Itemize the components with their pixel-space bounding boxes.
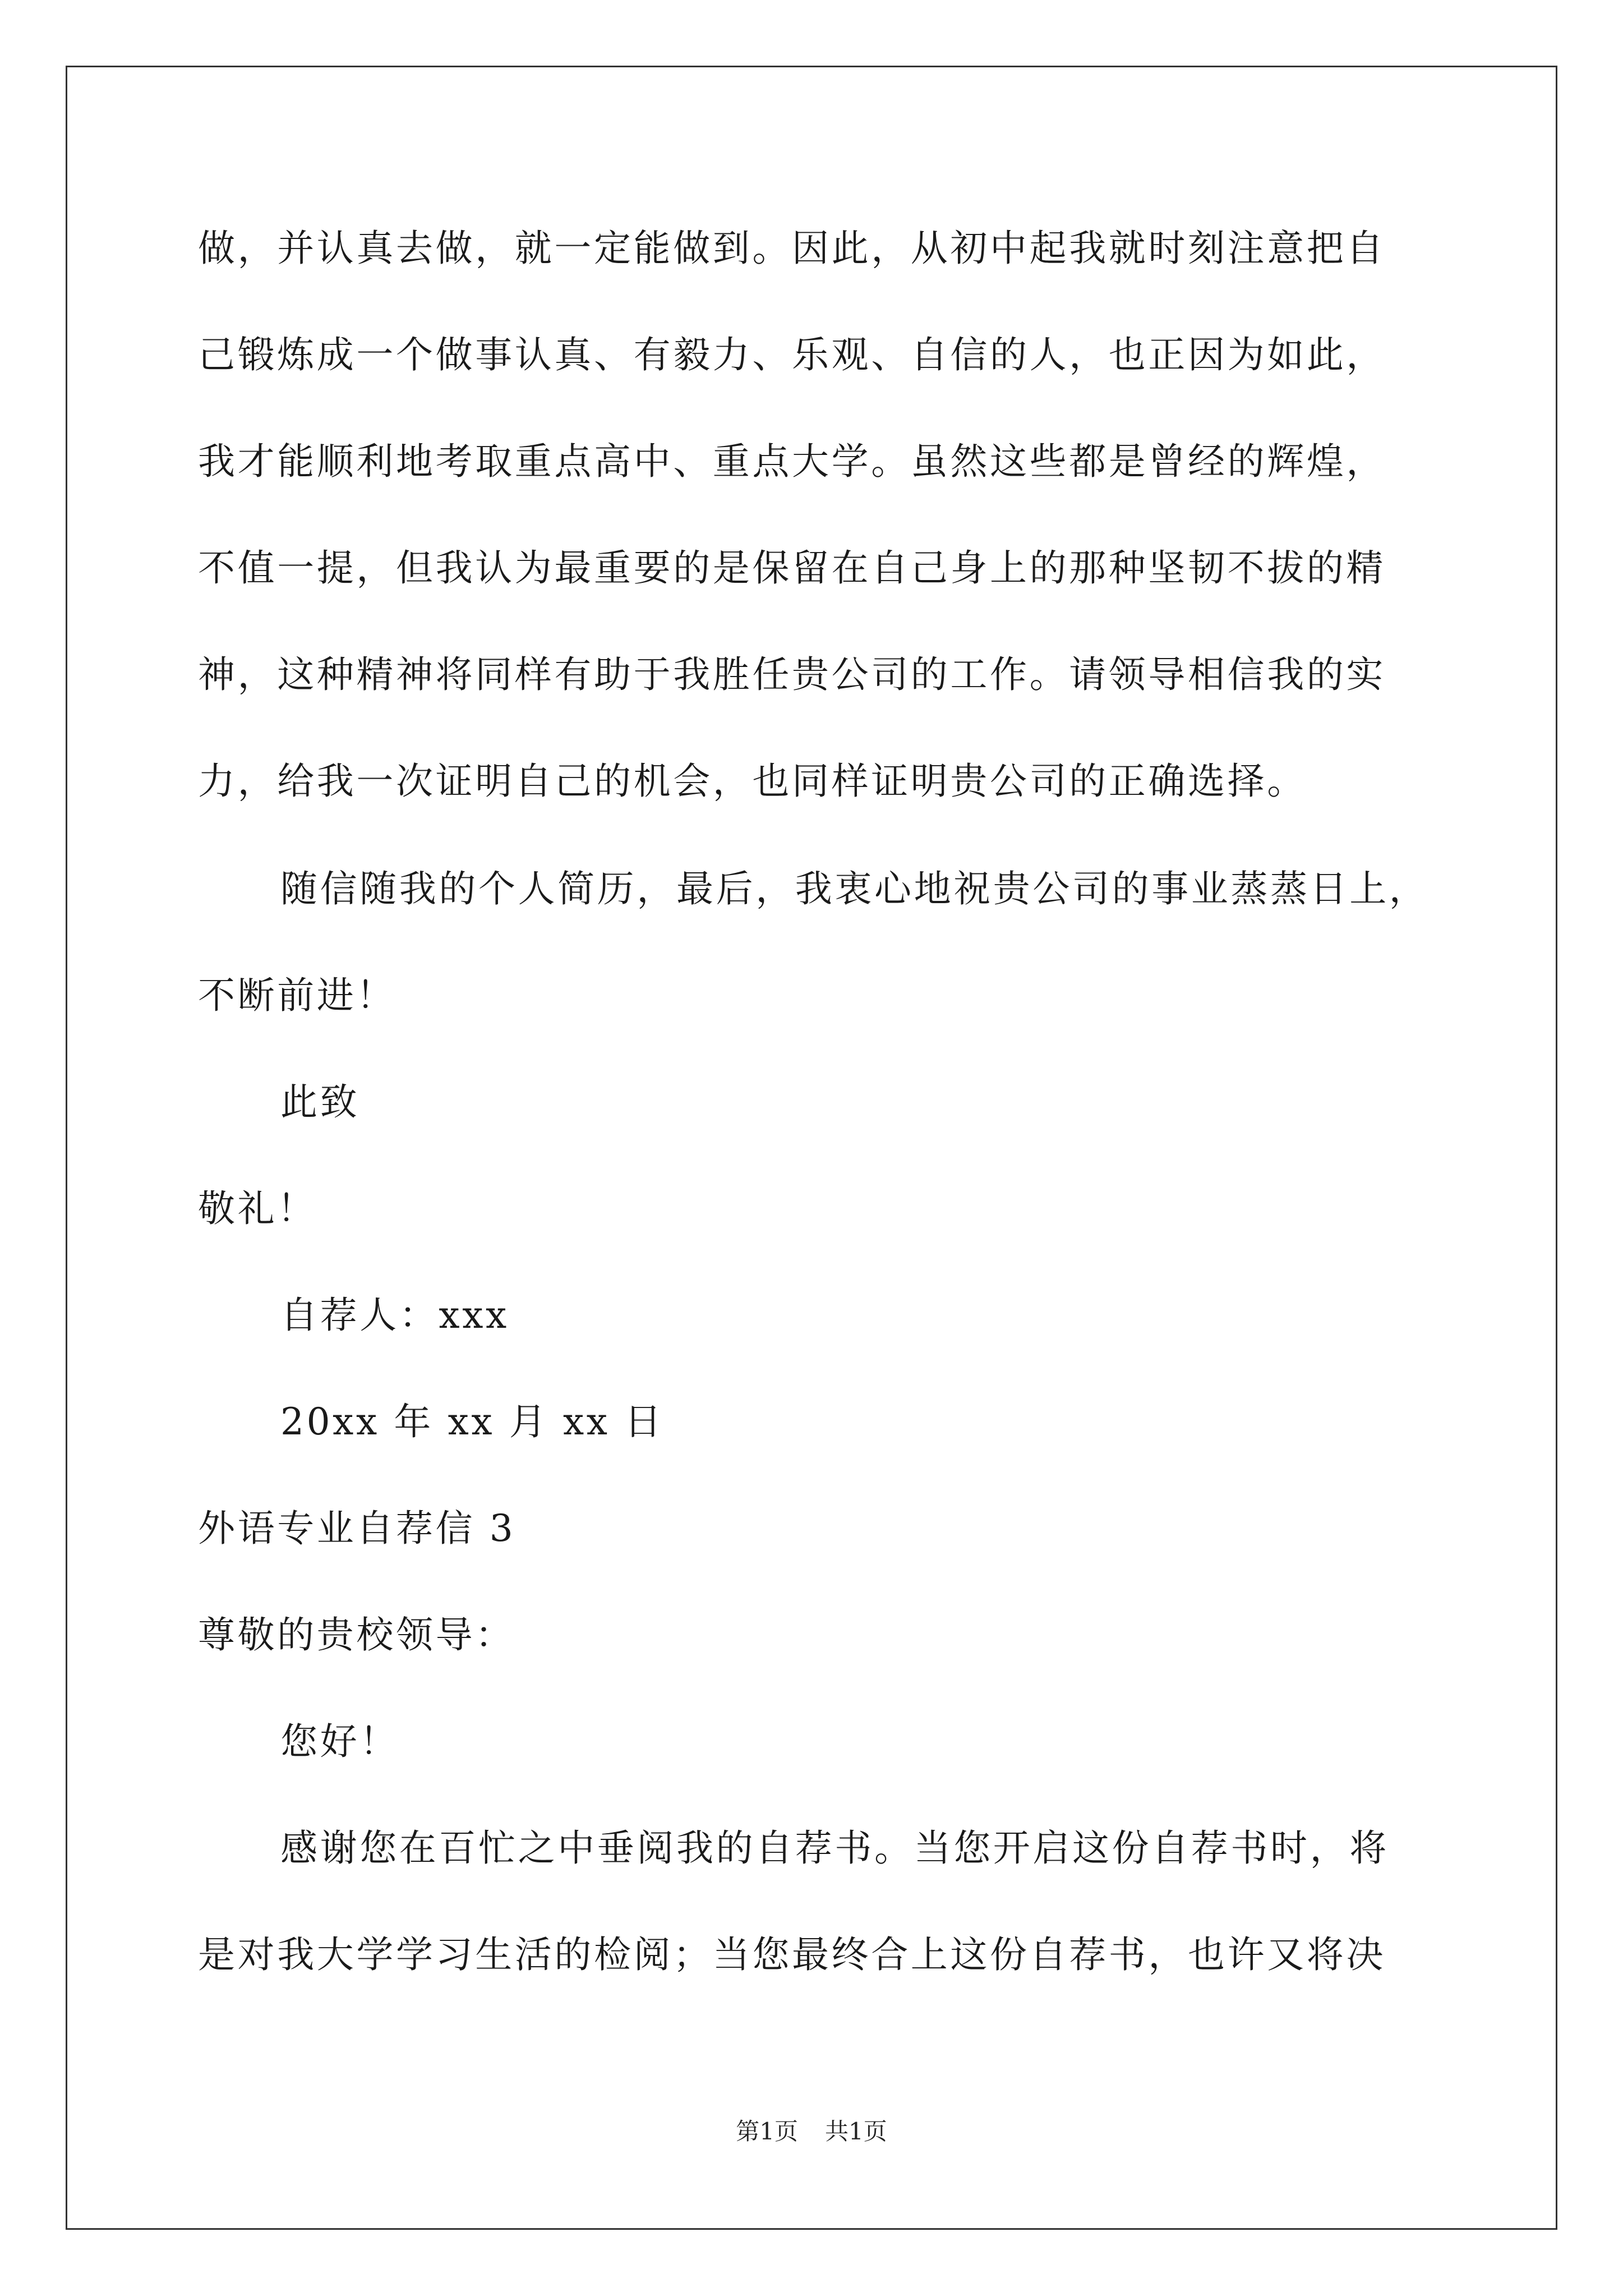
closing-salutation: 此致 <box>280 1080 360 1124</box>
body-line: 己锻炼成一个做事认真、有毅力、乐观、自信的人，也正因为如此， <box>198 333 1386 376</box>
signature-line: 自荐人：xxx <box>280 1294 509 1337</box>
section-title: 外语专业自荐信 3 <box>198 1507 516 1550</box>
body-line: 不断前进！ <box>198 974 396 1017</box>
body-line: 做，并认真去做，就一定能做到。因此，从初中起我就时刻注意把自 <box>198 227 1386 270</box>
body-line: 力，给我一次证明自己的机会，也同样证明贵公司的正确选择。 <box>198 760 1307 803</box>
page-total: 共1页 <box>825 2118 887 2145</box>
closing-regards: 敬礼！ <box>198 1187 317 1230</box>
body-line: 随信随我的个人简历，最后，我衷心地祝贵公司的事业蒸蒸日上， <box>280 867 1429 910</box>
page-number: 第1页 <box>736 2118 798 2145</box>
body-line: 我才能顺利地考取重点高中、重点大学。虽然这些都是曾经的辉煌， <box>198 440 1386 483</box>
date-line: 20xx 年 xx 月 xx 日 <box>280 1400 664 1443</box>
body-line: 感谢您在百忙之中垂阅我的自荐书。当您开启这份自荐书时，将 <box>280 1826 1389 1870</box>
page-border <box>66 66 1557 2230</box>
greeting: 尊敬的贵校领导： <box>198 1613 515 1657</box>
body-line: 神，这种精神将同样有助于我胜任贵公司的工作。请领导相信我的实 <box>198 653 1386 696</box>
page-footer <box>0 2115 1623 2148</box>
body-line: 是对我大学学习生活的检阅；当您最终合上这份自荐书，也许又将决 <box>198 1933 1386 1976</box>
greeting-hello: 您好！ <box>280 1720 399 1763</box>
body-line: 不值一提，但我认为最重要的是保留在自己身上的那种坚韧不拔的精 <box>198 546 1386 590</box>
